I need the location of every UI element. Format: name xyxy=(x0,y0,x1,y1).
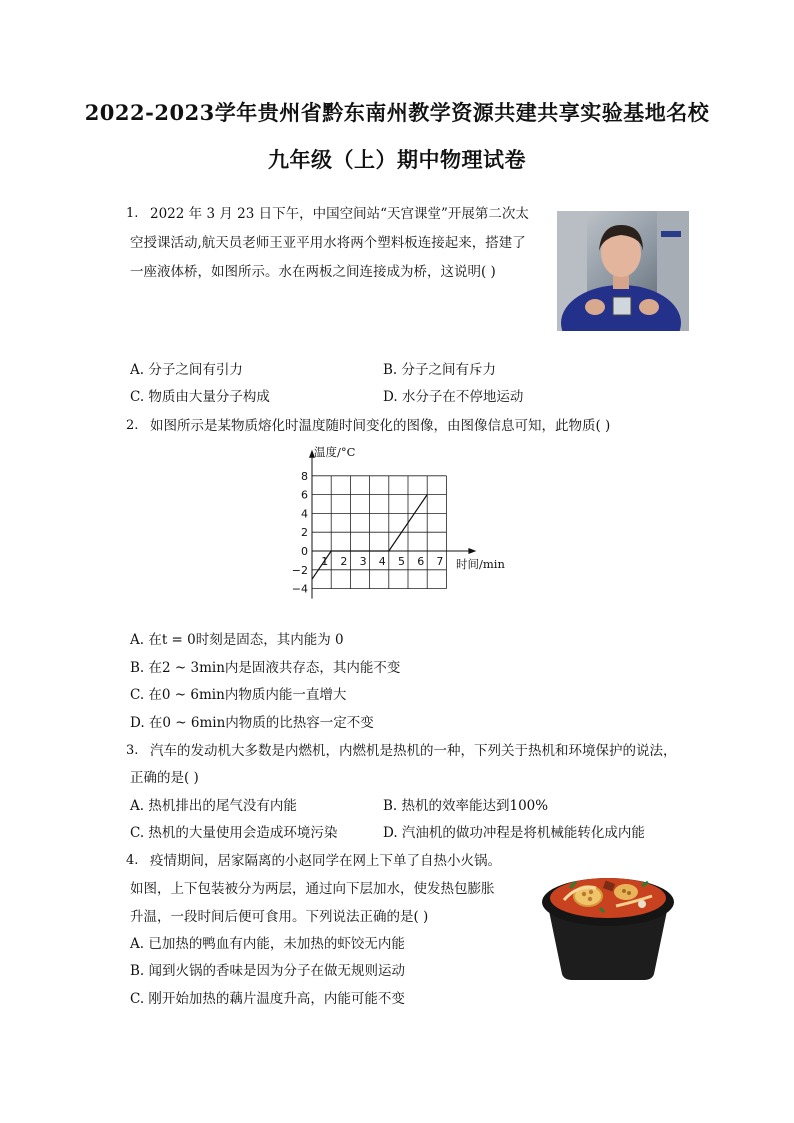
q4-option-b[interactable]: B. 闻到火锅的香味是因为分子在做无规则运动 xyxy=(130,963,406,979)
q3-option-c[interactable]: C. 热机的大量使用会造成环境污染 xyxy=(130,825,338,841)
q1-option-a[interactable]: A. 分子之间有引力 xyxy=(130,362,243,378)
hotpot-photo xyxy=(530,862,686,982)
q1-option-c[interactable]: C. 物质由大量分子构成 xyxy=(130,389,270,405)
q2-option-a[interactable]: A. 在t = 0时刻是固态，其内能为 0 xyxy=(130,632,344,648)
chart-ticks xyxy=(292,470,444,596)
chart-x-tick-label: 4 xyxy=(378,555,386,568)
chart-x-tick-label: 2 xyxy=(340,555,348,568)
chart-y-tick-label: 8 xyxy=(301,469,308,483)
chart-grid xyxy=(312,476,446,589)
chart-y-tick-label: 6 xyxy=(301,488,308,502)
chart-x-axis-label: 时间/min xyxy=(456,557,505,571)
q2-option-c[interactable]: C. 在0 ~ 6min内物质内能一直增大 xyxy=(130,687,347,703)
exam-title-line1: 2022-2023学年贵州省黔东南州教学资源共建共享实验基地名校 xyxy=(84,100,710,125)
q1-option-d[interactable]: D. 水分子在不停地运动 xyxy=(383,389,524,405)
exam-title-line2: 九年级（上）期中物理试卷 xyxy=(268,147,526,172)
q3-option-d[interactable]: D. 汽油机的做功冲程是将机械能转化成内能 xyxy=(383,825,645,841)
chart-y-tick-label: 0 xyxy=(301,545,308,558)
chart-y-tick-label: −4 xyxy=(291,582,308,596)
chart-x-tick-label: 7 xyxy=(436,555,444,568)
astronaut-photo xyxy=(557,211,689,331)
chart-x-tick-label: 5 xyxy=(398,555,405,568)
q3-option-b[interactable]: B. 热机的效率能达到100% xyxy=(383,798,549,814)
q4-number: 4. xyxy=(126,853,139,868)
q3-stem-line1: 汽车的发动机大多数是内燃机，内燃机是热机的一种，下列关于热机和环境保护的说法， xyxy=(150,743,677,759)
q2-number: 2. xyxy=(126,418,139,433)
chart-x-tick-label: 6 xyxy=(417,555,425,568)
chart-y-tick-label: −2 xyxy=(291,563,308,577)
chart-y-tick-label: 4 xyxy=(301,507,308,521)
temperature-time-chart xyxy=(282,440,522,610)
q4-stem-line3: 升温，一段时间后便可食用。下列说法正确的是( ) xyxy=(130,909,429,925)
q1-number: 1. xyxy=(126,206,139,221)
chart-x-axis-arrow xyxy=(468,548,476,554)
q3-number: 3. xyxy=(126,743,139,758)
q3-stem-line2: 正确的是( ) xyxy=(130,770,199,786)
q4-stem-line1: 疫情期间，居家隔离的小赵同学在网上下单了自热小火锅。 xyxy=(150,853,501,869)
q1-stem-line2: 空授课活动,航天员老师王亚平用水将两个塑料板连接起来，搭建了 xyxy=(130,235,526,251)
q3-option-a[interactable]: A. 热机排出的尾气没有内能 xyxy=(130,798,297,814)
q4-option-c[interactable]: C. 刚开始加热的藕片温度升高，内能可能不变 xyxy=(130,991,405,1007)
q1-stem-line1: 2022 年 3 月 23 日下午，中国空间站“天宫课堂”开展第二次太 xyxy=(150,206,529,222)
chart-y-axis-label: 温度/°C xyxy=(314,445,356,459)
chart-x-tick-label: 3 xyxy=(359,555,367,568)
q1-stem-line3: 一座液体桥，如图所示。水在两板之间连接成为桥，这说明( ) xyxy=(130,264,496,280)
q4-option-a[interactable]: A. 已加热的鸭血有内能，未加热的虾饺无内能 xyxy=(130,936,405,952)
q2-option-d[interactable]: D. 在0 ~ 6min内物质的比热容一定不变 xyxy=(130,715,374,731)
q2-option-b[interactable]: B. 在2 ~ 3min内是固液共存态，其内能不变 xyxy=(130,660,401,676)
q2-stem: 如图所示是某物质熔化时温度随时间变化的图像，由图像信息可知，此物质( ) xyxy=(150,418,611,434)
q4-stem-line2: 如图，上下包装被分为两层，通过向下层加水，使发热包膨胀 xyxy=(130,881,495,897)
chart-y-tick-label: 2 xyxy=(301,526,308,540)
q1-option-b[interactable]: B. 分子之间有斥力 xyxy=(383,362,497,378)
chart-x-tick-label: 1 xyxy=(321,555,329,568)
chart-axes xyxy=(309,450,476,599)
